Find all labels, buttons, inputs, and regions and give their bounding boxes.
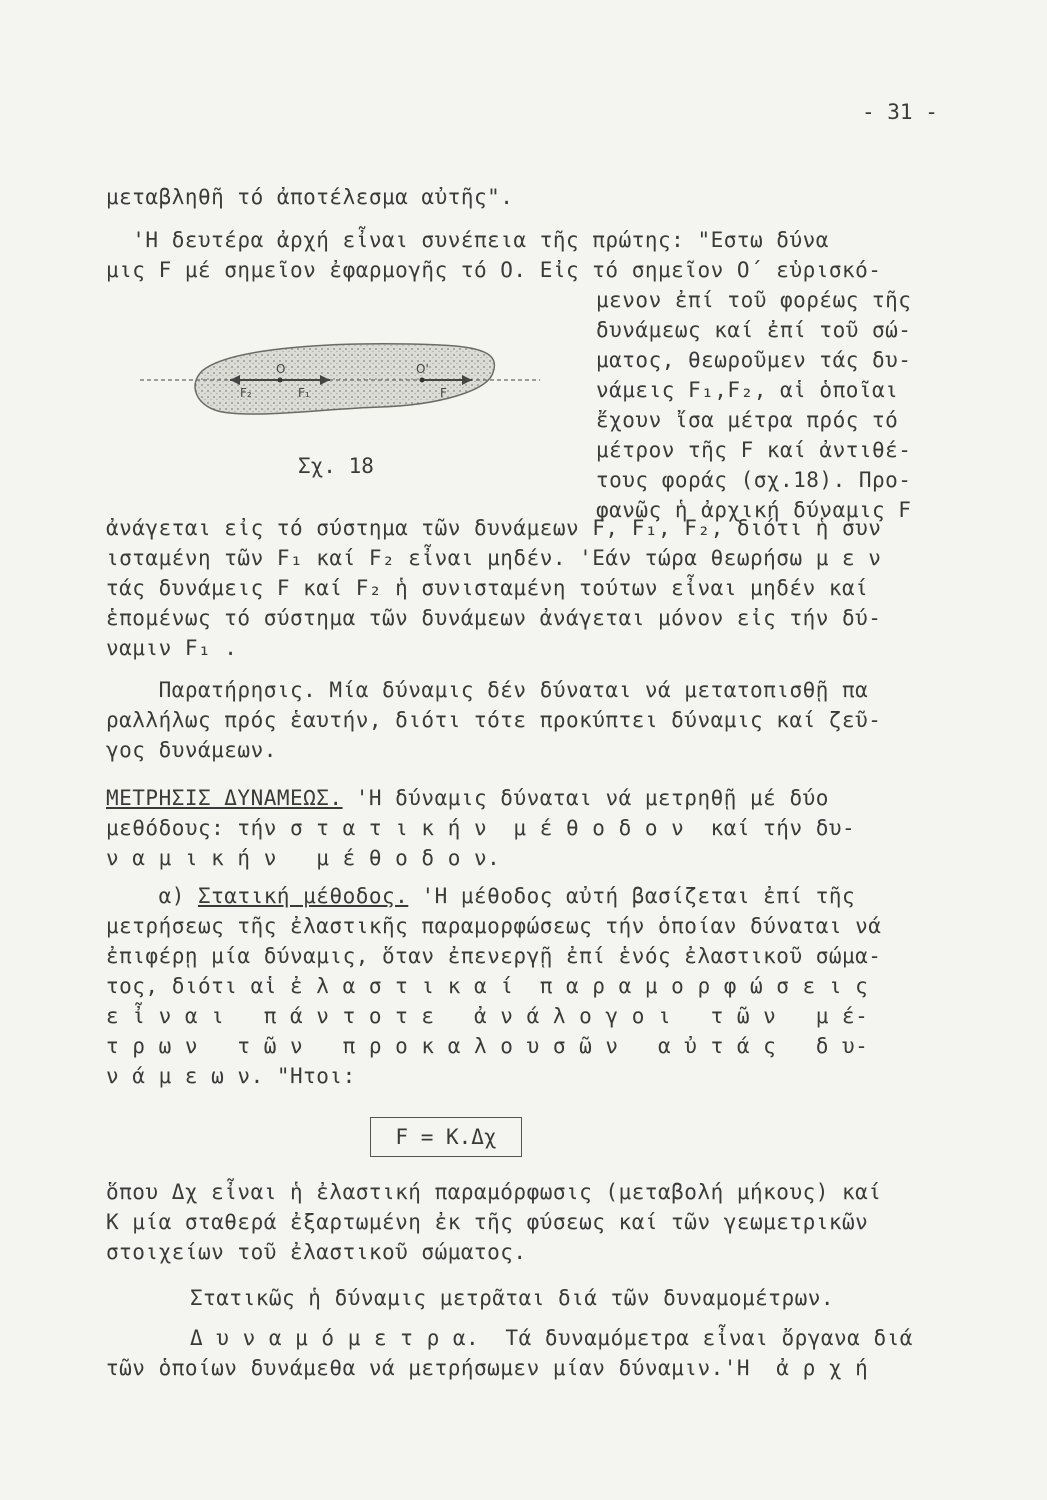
text-span: 'Η δύναμις δύναται νά μετρηθῇ μέ δύο [342, 786, 829, 810]
text-line: Δ υ ν α μ ό μ ε τ ρ α. Τά δυναμόμετρα εἶναι ὄργανα διά [190, 1326, 913, 1350]
text-line: μέτρον τῆς F καί ἀντιθέ- [596, 438, 912, 462]
text-line: τῶν ὁποίων δυνάμεθα νά μετρήσωμεν μίαν δύναμιν.'Η ἀ ρ χ ή [106, 1356, 869, 1380]
label-F2: F₂ [240, 386, 252, 400]
section-heading-line [106, 784, 829, 812]
label-O-prime: O' [416, 362, 429, 376]
section-heading: ΜΕΤΡΗΣΙΣ ΔΥΝΑΜΕΩΣ. [106, 786, 343, 810]
label-F1: F₁ [298, 386, 310, 400]
text-line: Παρατήρησις. Μία δύναμις δέν δύναται νά μετατοπισθῇ πα [106, 678, 869, 702]
text-line: ραλλήλως πρός ἑαυτήν, διότι τότε προκύπτει δύναμις καί ζεῦ- [106, 708, 882, 732]
text-line: μετρήσεως τῆς ἐλαστικῆς παραμορφώσεως τήν ὁποίαν δύναται νά [106, 914, 882, 938]
text-line: τάς δυνάμεις F καί F₂ ἡ συνισταμένη τούτων εἶναι μηδέν καί [106, 576, 869, 600]
text-line: γος δυνάμεων. [106, 738, 277, 762]
text-line: μις F μέ σημεῖον ἐφαρμογῆς τό Ο. Εἰς τό σημεῖον Ο΄ εὑρισκό- [106, 258, 882, 282]
text-line: ὅπου Δχ εἶναι ἡ ἐλαστική παραμόρφωσις (μεταβολή μήκους) καί [106, 1180, 882, 1204]
text-line: ἐπιφέρῃ μία δύναμις, ὅταν ἐπενεργῇ ἐπί ἑνός ἐλαστικοῦ σώμα- [106, 944, 882, 968]
text-line: φανῶς ἡ ἀρχική δύναμις F [596, 498, 912, 522]
text-line: μεθόδους: τήν σ τ α τ ι κ ή ν μ έ θ ο δ ο ν καί τήν δυ- [106, 816, 856, 840]
text-line: ε ἶ ν α ι π ά ν τ ο τ ε ἀ ν ά λ ο γ ο ι τ ῶ ν μ έ- [106, 1004, 869, 1028]
figure-18 [140, 335, 540, 439]
subsection-line [106, 882, 855, 910]
page-number: - 31 - [862, 100, 938, 124]
text-line: μενον ἐπί τοῦ φορέως τῆς [596, 288, 912, 312]
text-line: δυνάμεως καί ἐπί τοῦ σώ- [596, 318, 912, 342]
text-line: μεταβληθῆ τό ἀποτέλεσμα αὐτῆς". [106, 185, 514, 209]
text-line: ἔχουν ἴσα μέτρα πρός τό [596, 408, 899, 432]
label-F: F [440, 386, 447, 400]
body-diagram [140, 335, 540, 435]
text-span: α) [106, 884, 199, 908]
text-line: ἑπομένως τό σύστημα τῶν δυνάμεων ἀνάγεται μόνον εἰς τήν δύ- [106, 606, 882, 630]
text-line: Στατικῶς ἡ δύναμις μετρᾶται διά τῶν δυναμομέτρων. [190, 1286, 835, 1310]
text-line: 'Η δευτέρα ἀρχή εἶναι συνέπεια τῆς πρώτης: "Εστω δύνα [106, 228, 829, 252]
text-line: Κ μία σταθερά ἐξαρτωμένη ἐκ τῆς φύσεως καί τῶν γεωμετρικῶν [106, 1210, 869, 1234]
text-line: τος, διότι αἱ ἐ λ α σ τ ι κ α ί π α ρ α μ ο ρ φ ώ σ ε ι ς [106, 974, 869, 998]
text-line: ἀνάγεται εἰς τό σύστημα τῶν δυνάμεων F, F₁, F₂, διότι ἡ συν [106, 516, 882, 540]
text-line: ισταμένη τῶν F₁ καί F₂ εἶναι μηδέν. 'Εάν τώρα θεωρήσω μ ε ν [106, 546, 882, 570]
text-line: νάμεις F₁,F₂, αἱ ὁποῖαι [596, 378, 899, 402]
subsection-heading: Στατική μέθοδος. [198, 884, 409, 908]
text-line: τους φοράς (σχ.18). Προ- [596, 468, 912, 492]
text-line: ν ά μ ε ω ν. "Ητοι: [106, 1064, 356, 1088]
text-line: ν α μ ι κ ή ν μ έ θ ο δ ο ν. [106, 846, 501, 870]
text-line: τ ρ ω ν τ ῶ ν π ρ ο κ α λ ο υ σ ῶ ν α ὐ τ ά ς δ υ- [106, 1034, 869, 1058]
text-span: 'Η μέθοδος αὐτή βασίζεται ἐπί τῆς [408, 884, 856, 908]
text-line: ναμιν F₁ . [106, 636, 238, 660]
label-O: O [276, 362, 286, 376]
formula-box: F = K.Δχ [370, 1117, 522, 1157]
figure-caption: Σχ. 18 [298, 454, 374, 478]
text-line: στοιχείων τοῦ ἐλαστικοῦ σώματος. [106, 1240, 527, 1264]
text-line: ματος, θεωροῦμεν τάς δυ- [596, 348, 912, 372]
